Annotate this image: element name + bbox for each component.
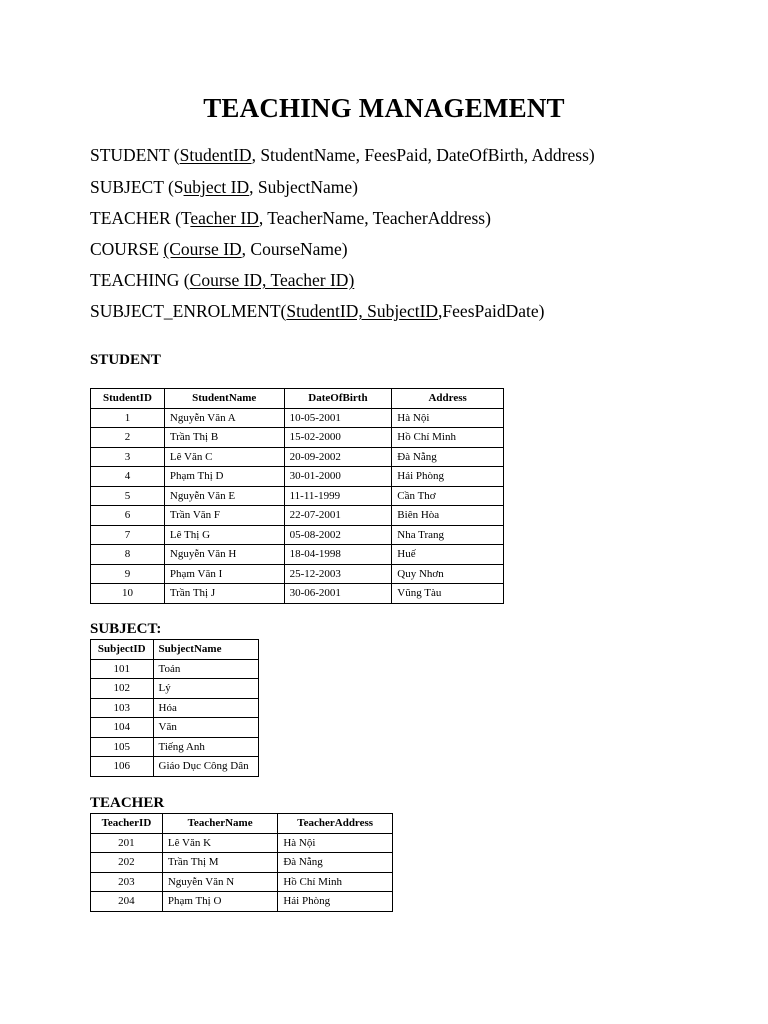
table-cell: Trần Thị M (162, 853, 278, 873)
column-header: TeacherName (162, 814, 278, 834)
subject-table (90, 639, 259, 777)
table-cell: 7 (91, 525, 165, 545)
section-heading-student: STUDENT (90, 352, 161, 368)
table-cell: Nguyễn Văn H (164, 545, 284, 565)
table-row (91, 659, 259, 679)
table-cell: 1 (91, 408, 165, 428)
table-row (91, 679, 259, 699)
schema-teacher: TEACHER (Teacher ID, TeacherName, TeacherAddress) (90, 208, 491, 228)
table-cell: 05-08-2002 (284, 525, 392, 545)
table-cell: 203 (91, 872, 163, 892)
table-cell: 11-11-1999 (284, 486, 392, 506)
table-row (91, 833, 393, 853)
schema-course: COURSE (Course ID, CourseName) (90, 239, 348, 259)
student-table (90, 388, 504, 604)
table-cell: Lê Văn C (164, 447, 284, 467)
table-cell: 30-01-2000 (284, 467, 392, 487)
table-cell: 5 (91, 486, 165, 506)
table-cell: Hải Phòng (392, 467, 504, 487)
table-row (91, 447, 504, 467)
table-cell: Nguyễn Văn E (164, 486, 284, 506)
page-title: TEACHING MANAGEMENT (203, 93, 565, 123)
table-cell: 10-05-2001 (284, 408, 392, 428)
table-cell: Phạm Thị O (162, 892, 278, 912)
table-cell: 9 (91, 564, 165, 584)
schema-student: STUDENT (StudentID, StudentName, FeesPaid, DateOfBirth, Address) (90, 145, 595, 165)
table-cell: Biên Hòa (392, 506, 504, 526)
table-cell: Nha Trang (392, 525, 504, 545)
column-header: SubjectName (153, 640, 258, 660)
table-header-row (91, 389, 504, 409)
column-header: SubjectID (91, 640, 154, 660)
table-cell: Hồ Chí Minh (392, 428, 504, 448)
table-cell: 101 (91, 659, 154, 679)
table-row (91, 737, 259, 757)
table-row (91, 718, 259, 738)
table-row (91, 872, 393, 892)
table-cell: Nguyễn Văn N (162, 872, 278, 892)
table-cell: Nguyễn Văn A (164, 408, 284, 428)
table-row (91, 486, 504, 506)
column-header: Address (392, 389, 504, 409)
table-cell: 30-06-2001 (284, 584, 392, 604)
section-heading-subject: SUBJECT: (90, 621, 162, 637)
table-cell: Lê Văn K (162, 833, 278, 853)
column-header: StudentName (164, 389, 284, 409)
table-row (91, 467, 504, 487)
table-cell: 6 (91, 506, 165, 526)
table-cell: Trần Văn F (164, 506, 284, 526)
table-row (91, 525, 504, 545)
table-cell: Lê Thị G (164, 525, 284, 545)
table-cell: Giáo Dục Công Dân (153, 757, 258, 777)
table-row (91, 584, 504, 604)
table-row (91, 408, 504, 428)
table-cell: Huế (392, 545, 504, 565)
table-cell: Hóa (153, 698, 258, 718)
table-cell: 202 (91, 853, 163, 873)
table-cell: 22-07-2001 (284, 506, 392, 526)
table-cell: 25-12-2003 (284, 564, 392, 584)
table-cell: Phạm Văn I (164, 564, 284, 584)
table-cell: Cần Thơ (392, 486, 504, 506)
schema-enrolment: SUBJECT_ENROLMENT(StudentID, SubjectID,FeesPaidDate) (90, 301, 545, 321)
table-row (91, 428, 504, 448)
table-cell: Phạm Thị D (164, 467, 284, 487)
table-cell: Trần Thị J (164, 584, 284, 604)
table-row (91, 545, 504, 565)
schema-subject: SUBJECT (Subject ID, SubjectName) (90, 177, 358, 197)
table-cell: 106 (91, 757, 154, 777)
table-cell: Hồ Chí Minh (278, 872, 393, 892)
table-cell: Vũng Tàu (392, 584, 504, 604)
column-header: TeacherAddress (278, 814, 393, 834)
table-cell: 204 (91, 892, 163, 912)
table-cell: Trần Thị B (164, 428, 284, 448)
table-cell: Hải Phòng (278, 892, 393, 912)
column-header: TeacherID (91, 814, 163, 834)
table-cell: 102 (91, 679, 154, 699)
section-heading-teacher: TEACHER (90, 795, 165, 811)
table-cell: Đà Nẵng (278, 853, 393, 873)
table-header-row (91, 640, 259, 660)
table-cell: 4 (91, 467, 165, 487)
table-cell: Toán (153, 659, 258, 679)
table-cell: 8 (91, 545, 165, 565)
table-row (91, 506, 504, 526)
table-cell: 103 (91, 698, 154, 718)
schema-teaching: TEACHING (Course ID, Teacher ID) (90, 270, 355, 290)
column-header: DateOfBirth (284, 389, 392, 409)
table-row (91, 892, 393, 912)
table-cell: Đà Nẵng (392, 447, 504, 467)
table-cell: Lý (153, 679, 258, 699)
table-row (91, 757, 259, 777)
table-header-row (91, 814, 393, 834)
table-cell: 104 (91, 718, 154, 738)
table-cell: Quy Nhơn (392, 564, 504, 584)
table-cell: 105 (91, 737, 154, 757)
table-cell: Tiếng Anh (153, 737, 258, 757)
teacher-table (90, 813, 393, 912)
table-cell: 15-02-2000 (284, 428, 392, 448)
table-cell: 18-04-1998 (284, 545, 392, 565)
table-cell: 10 (91, 584, 165, 604)
table-cell: Văn (153, 718, 258, 738)
table-cell: Hà Nội (278, 833, 393, 853)
table-cell: 201 (91, 833, 163, 853)
table-row (91, 564, 504, 584)
table-row (91, 698, 259, 718)
table-cell: Hà Nội (392, 408, 504, 428)
table-cell: 2 (91, 428, 165, 448)
table-cell: 20-09-2002 (284, 447, 392, 467)
table-cell: 3 (91, 447, 165, 467)
column-header: StudentID (91, 389, 165, 409)
table-row (91, 853, 393, 873)
